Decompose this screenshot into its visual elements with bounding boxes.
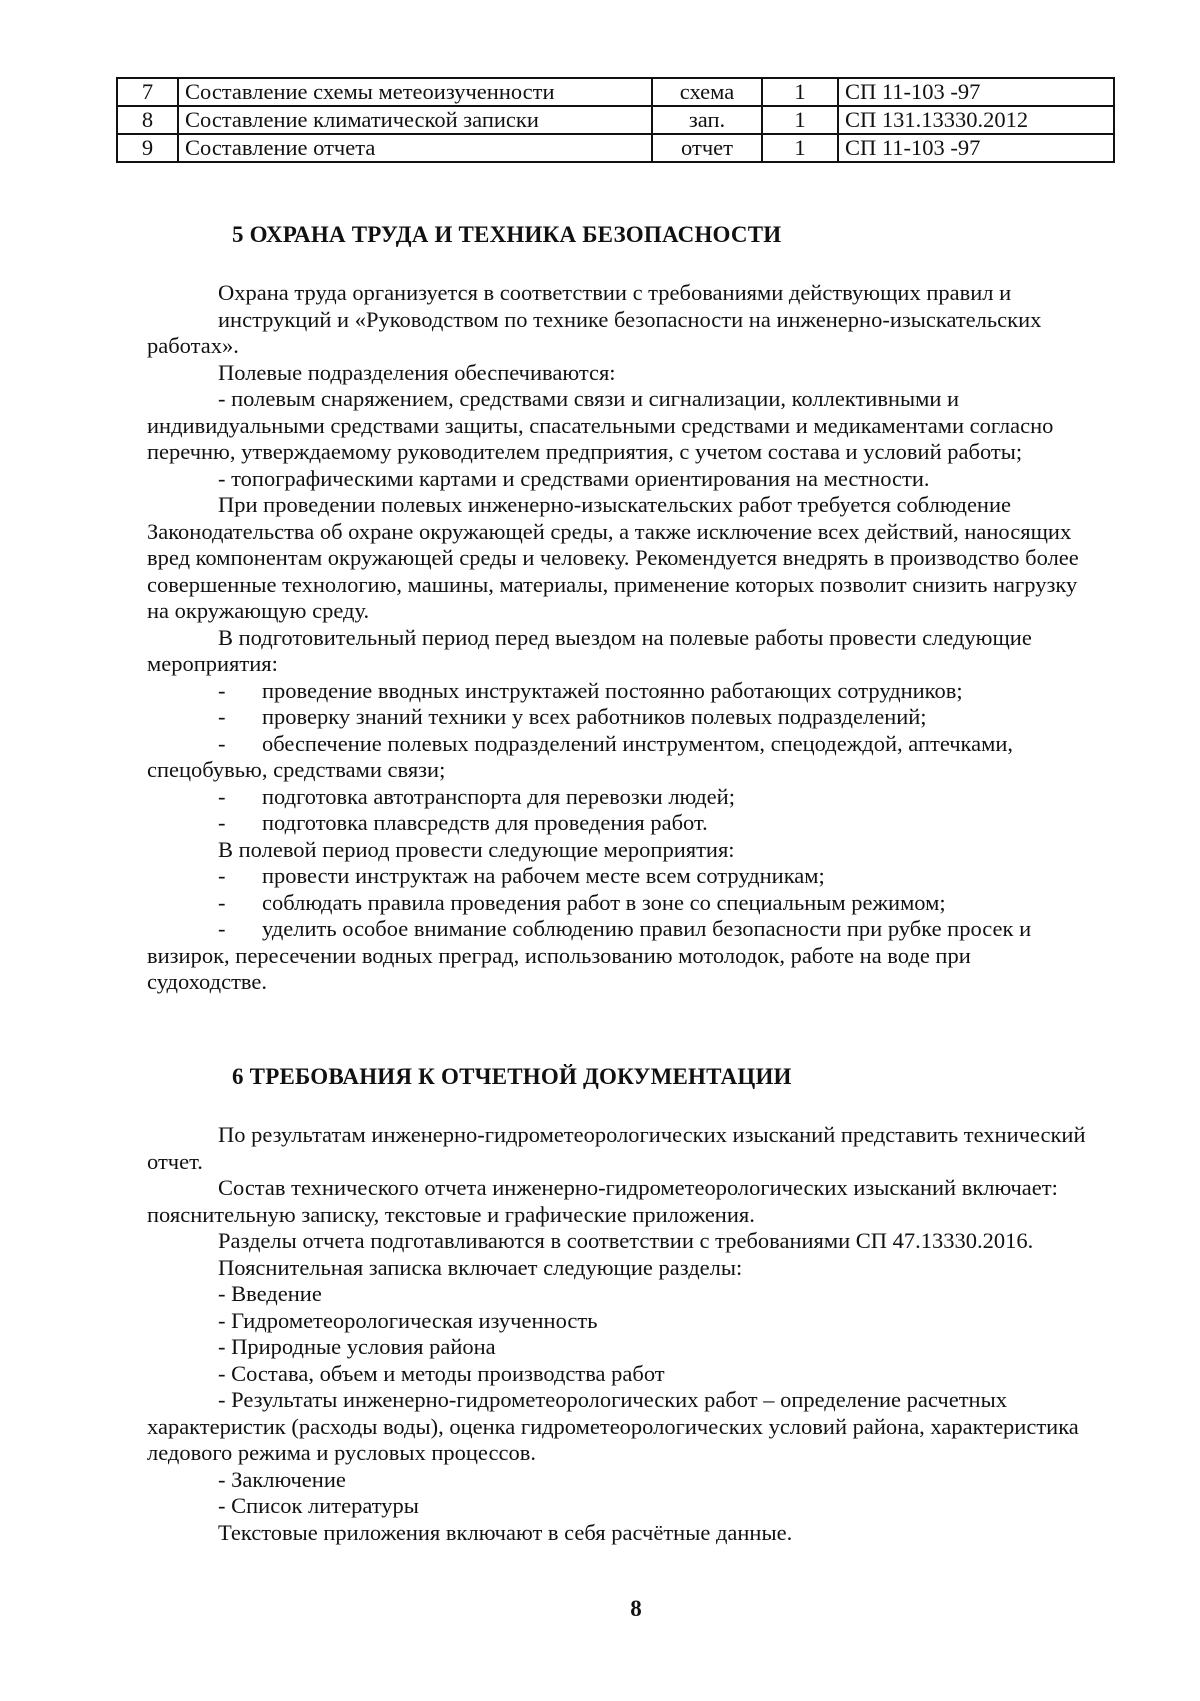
list-item <box>147 890 1167 917</box>
paragraph-line: мероприятия: <box>147 651 278 676</box>
table-row <box>117 78 1114 106</box>
section-6-body <box>147 1122 1167 1546</box>
table-row <box>117 134 1114 162</box>
list-item-text: подготовка автотранспорта для перевозки людей; <box>262 783 735 809</box>
normative-doc: СП 11-103 -97 <box>838 134 1114 162</box>
paragraph-line: В полевой период провести следующие мероприятия: <box>218 836 735 862</box>
paragraph-line: Текстовые приложения включают в себя расчётные данные. <box>218 1519 793 1545</box>
list-item <box>147 810 1167 837</box>
dash-marker: - <box>218 889 226 915</box>
paragraph-line: При проведении полевых инженерно-изыскательских работ требуется соблюдение <box>218 492 1012 517</box>
paragraph-line: Законодательства об охране окружающей среды, а также исключение всех действий, наносящих <box>147 518 1072 544</box>
table-row <box>117 106 1114 134</box>
list-item <box>147 704 1167 731</box>
unit: схема <box>652 78 762 106</box>
paragraph-line: Разделы отчета подготавливаются в соответствии с требованиями СП 47.13330.2016. <box>218 1228 1034 1253</box>
paragraph-line: - полевым снаряжением, средствами связи и сигнализации, коллективными и <box>218 386 960 411</box>
paragraph-line: характеристик (расходы воды), оценка гидрометеорологических условий района, характеристика <box>147 1413 1079 1439</box>
paragraph-line: Состав технического отчета инженерно-гидрометеорологических изысканий включает: <box>218 1175 1058 1200</box>
paragraph-line: ледового режима и русловых процессов. <box>147 1440 536 1465</box>
list-item-text: проверку знаний техники у всех работников полевых подразделений; <box>262 704 927 729</box>
paragraph-line: В подготовительный период перед выездом на полевые работы провести следующие <box>218 624 1032 650</box>
work-name: Составление климатической записки <box>178 106 652 134</box>
paragraph-line: спецобувью, средствами связи; <box>147 757 446 782</box>
section-5-title: 5 ОХРАНА ТРУДА И ТЕХНИКА БЕЗОПАСНОСТИ <box>232 222 782 247</box>
list-item <box>147 678 1167 705</box>
list-item-text: проведение вводных инструктажей постоянно работающих сотрудников; <box>262 677 963 703</box>
paragraph-line: Пояснительная записка включает следующие разделы: <box>218 1254 743 1280</box>
dash-marker: - <box>218 783 226 809</box>
paragraph-line: на окружающую среду. <box>147 598 370 623</box>
dash-marker: - <box>218 730 226 756</box>
section-6-title: 6 ТРЕБОВАНИЯ К ОТЧЕТНОЙ ДОКУМЕНТАЦИИ <box>232 1064 792 1089</box>
works-table <box>116 77 1115 163</box>
section-5-body <box>147 280 1167 996</box>
dash-marker: - <box>218 704 226 729</box>
page-number: 8 <box>630 1596 642 1621</box>
paragraph-line: индивидуальными средствами защиты, спасательными средствами и медикаментами согласно <box>147 412 1054 438</box>
list-item: - Результаты инженерно-гидрометеорологических работ – определение расчетных <box>218 1387 1007 1412</box>
paragraph-line: Полевые подразделения обеспечиваются: <box>218 359 616 385</box>
paragraph-line: судоходстве. <box>147 969 268 994</box>
paragraph-line: вред компонентам окружающей среды и человеку. Рекомендуется внедрять в производство более <box>147 545 1079 570</box>
dash-marker: - <box>218 677 226 703</box>
list-item <box>147 863 1167 890</box>
dash-marker: - <box>218 916 226 941</box>
row-number: 7 <box>117 78 178 106</box>
list-item-text: провести инструктаж на рабочем месте всем сотрудникам; <box>262 863 825 888</box>
unit: зап. <box>652 106 762 134</box>
list-item: - Введение <box>218 1281 322 1306</box>
paragraph-line: инструкций и «Руководством по технике безопасности на инженерно-изыскательских <box>218 306 1042 332</box>
paragraph-line: перечню, утверждаемому руководителем предприятия, с учетом состава и условий работы; <box>147 439 1023 464</box>
list-item: - Заключение <box>218 1466 346 1492</box>
work-name: Составление схемы метеоизученности <box>178 78 652 106</box>
quantity: 1 <box>762 106 838 134</box>
paragraph-line: визирок, пересечении водных преград, использованию мотолодок, работе на воде при <box>147 942 971 968</box>
paragraph-line: совершенные технологию, машины, материалы, применение которых позволит снизить нагрузку <box>147 571 1078 597</box>
list-item <box>147 916 1167 943</box>
list-item <box>147 731 1167 758</box>
list-item: - Гидрометеорологическая изученность <box>218 1307 598 1333</box>
normative-doc: СП 11-103 -97 <box>838 78 1114 106</box>
list-item-text: обеспечение полевых подразделений инструментом, спецодеждой, аптечками, <box>262 730 1014 756</box>
paragraph-line: работах». <box>147 333 239 358</box>
quantity: 1 <box>762 134 838 162</box>
list-item <box>147 784 1167 811</box>
paragraph-line: - топографическими картами и средствами ориентирования на местности. <box>218 465 930 491</box>
work-name: Составление отчета <box>178 134 652 162</box>
quantity: 1 <box>762 78 838 106</box>
paragraph-line: По результатам инженерно-гидрометеорологических изысканий представить технический <box>218 1122 1086 1147</box>
dash-marker: - <box>218 810 226 835</box>
paragraph-line: пояснительную записку, текстовые и графические приложения. <box>147 1201 755 1227</box>
paragraph-line: Охрана труда организуется в соответствии с требованиями действующих правил и <box>218 280 1012 305</box>
dash-marker: - <box>218 863 226 888</box>
unit: отчет <box>652 134 762 162</box>
list-item: - Природные условия района <box>218 1334 496 1359</box>
list-item-text: уделить особое внимание соблюдению правил безопасности при рубке просек и <box>262 916 1032 941</box>
list-item: - Состава, объем и методы производства работ <box>218 1360 665 1386</box>
normative-doc: СП 131.13330.2012 <box>838 106 1114 134</box>
list-item-text: подготовка плавсредств для проведения работ. <box>262 810 708 835</box>
paragraph-line: отчет. <box>147 1148 203 1174</box>
list-item: - Список литературы <box>218 1493 419 1518</box>
row-number: 8 <box>117 106 178 134</box>
list-item-text: соблюдать правила проведения работ в зоне со специальным режимом; <box>262 889 946 915</box>
row-number: 9 <box>117 134 178 162</box>
